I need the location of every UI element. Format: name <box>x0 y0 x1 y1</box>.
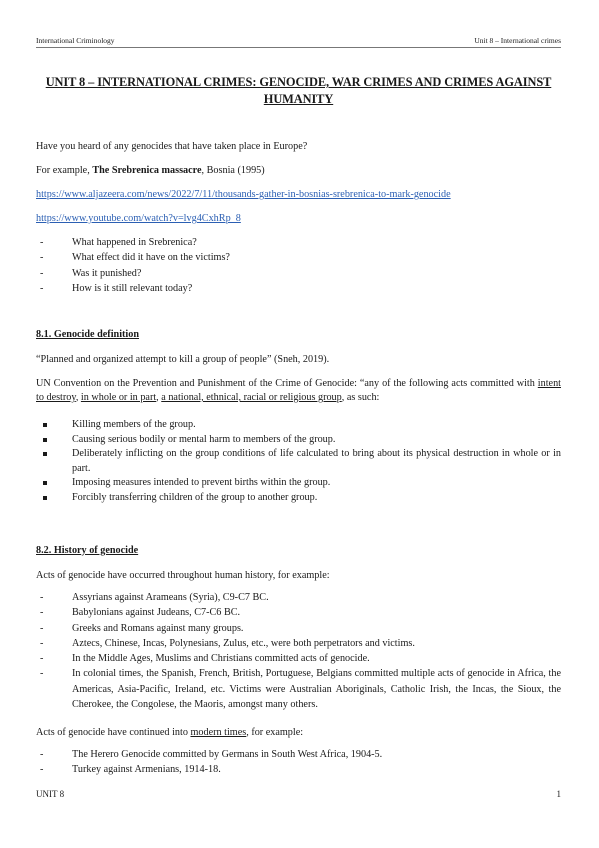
list-item: - What effect did it have on the victims? <box>36 250 561 265</box>
discussion-questions <box>36 235 561 296</box>
history-intro: Acts of genocide have occurred throughout human history, for example: <box>36 570 330 581</box>
footer-unit: UNIT 8 <box>36 789 65 799</box>
document-title: UNIT 8 – INTERNATIONAL CRIMES: GENOCIDE, WAR CRIMES AND CRIMES AGAINST HUMANITY <box>45 75 552 106</box>
convention-whole-part: in whole or in part <box>80 392 157 403</box>
header-unit-title: Unit 8 – International crimes <box>474 36 561 45</box>
list-item: - What happened in Srebrenica? <box>36 235 561 250</box>
genocide-acts-list <box>36 418 561 506</box>
list-item: Imposing measures intended to prevent births within the group. <box>36 476 561 491</box>
convention-intent: intent to destroy <box>36 378 561 403</box>
header-course-title: International Criminology <box>36 36 115 45</box>
convention-paragraph <box>36 377 561 405</box>
modern-intro <box>36 726 561 740</box>
link-youtube-text[interactable]: https://www.youtube.com/watch?v=lvg4CxhRp_8 <box>36 213 241 224</box>
modern-times-term: modern times <box>190 727 247 738</box>
convention-groups: a national, ethnical, racial or religious group <box>161 392 342 403</box>
list-item: Forcibly transferring children of the group to another group. <box>36 491 561 506</box>
link-aljazeera[interactable] <box>36 188 561 202</box>
list-item: - Turkey against Armenians, 1914-18. <box>36 762 561 777</box>
page-footer <box>36 789 561 799</box>
example-name: The Srebrenica massacre <box>92 165 202 176</box>
list-item: Killing members of the group. <box>36 418 561 433</box>
list-item: - In colonial times, the Spanish, French, British, Portuguese, Belgians committed multiple acts of genocide in Africa, the Americas, Asia-Pacific, Ireland, etc. Victims were Australian Aboriginals, Catholic Irish, the Incas, the Sioux, the Cherokee, the Congolese, the Maoris, amongst many others. <box>36 666 561 712</box>
list-item: Causing serious bodily or mental harm to members of the group. <box>36 433 561 448</box>
link-aljazeera-text[interactable]: https://www.aljazeera.com/news/2022/7/11/thousands-gather-in-bosnias-srebrenica-to-mark-genocide <box>36 189 451 200</box>
example-prefix: For example, <box>36 165 93 176</box>
list-item: - The Herero Genocide committed by Germans in South West Africa, 1904-5. <box>36 747 561 762</box>
section-heading-history: 8.2. History of genocide <box>36 545 139 556</box>
intro-question: Have you heard of any genocides that have taken place in Europe? <box>36 141 308 152</box>
section-heading-definition: 8.1. Genocide definition <box>36 329 140 340</box>
list-item: - Was it punished? <box>36 266 561 281</box>
definition-quote: “Planned and organized attempt to kill a group of people” (Sneh, 2019). <box>36 354 330 365</box>
page-number: 1 <box>556 789 561 799</box>
convention-text: , as such: <box>341 392 380 403</box>
example-line <box>36 164 561 178</box>
example-suffix: , Bosnia (1995) <box>201 165 265 176</box>
convention-text: , <box>156 392 162 403</box>
modern-list <box>36 747 561 778</box>
history-list <box>36 590 561 712</box>
list-item: - Assyrians against Arameans (Syria), C9-C7 BC. <box>36 590 561 605</box>
convention-text: UN Convention on the Prevention and Punishment of the Crime of Genocide: “any of the following acts committed with <box>36 378 538 389</box>
list-item: - How is it still relevant today? <box>36 281 561 296</box>
list-item: - Aztecs, Chinese, Incas, Polynesians, Zulus, etc., were both perpetrators and victims. <box>36 636 561 651</box>
modern-intro-text: Acts of genocide have continued into <box>36 727 191 738</box>
list-item: - Babylonians against Judeans, C7-C6 BC. <box>36 605 561 620</box>
modern-intro-text: , for example: <box>246 727 304 738</box>
convention-text: , <box>75 392 81 403</box>
running-header <box>36 36 561 48</box>
list-item: Deliberately inflicting on the group conditions of life calculated to bring about its physical destruction in whole or in part. <box>36 447 561 476</box>
list-item: - Greeks and Romans against many groups. <box>36 621 561 636</box>
link-youtube[interactable] <box>36 212 561 226</box>
list-item: - In the Middle Ages, Muslims and Christians committed acts of genocide. <box>36 651 561 666</box>
